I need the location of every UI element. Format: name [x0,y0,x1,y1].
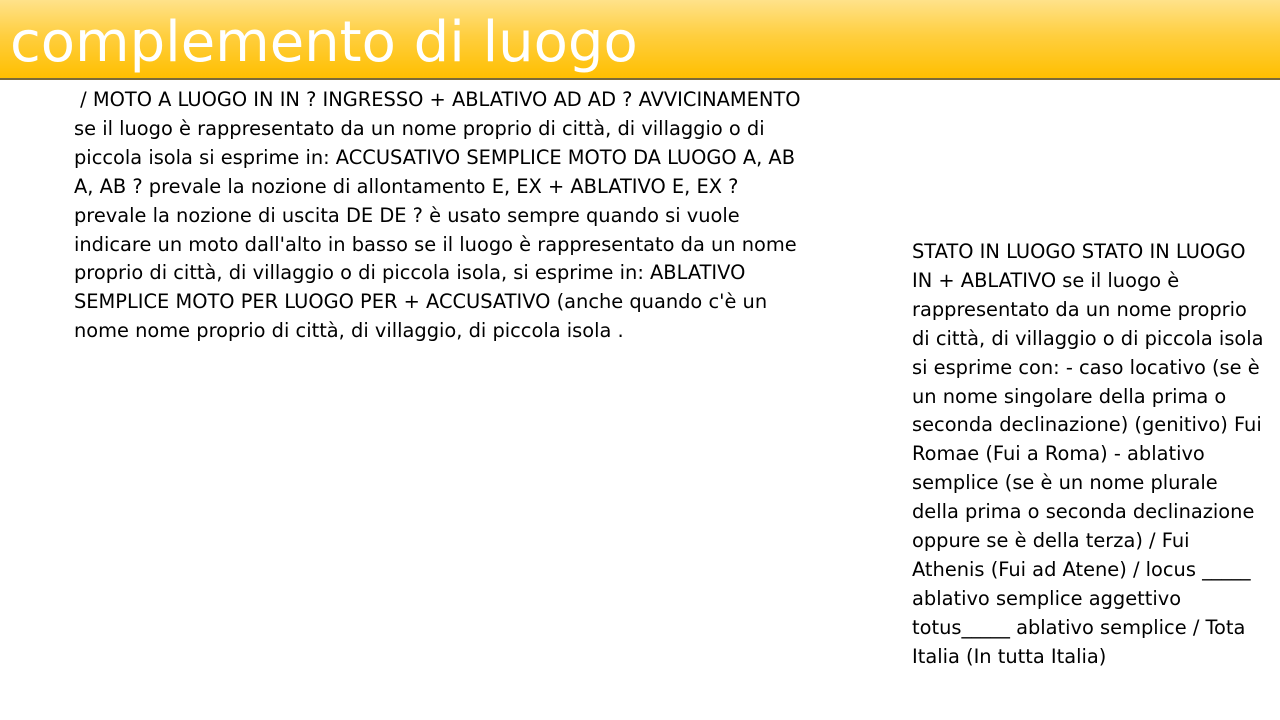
title-bar [0,0,1280,80]
right-text-box [912,238,1268,672]
left-paragraph: / MOTO A LUOGO IN IN ? INGRESSO + ABLATIVO AD AD ? AVVICINAMENTO se il luogo è rappresentato da un nome proprio di città, di villaggio o di piccola isola si esprime in: ACCUSATIVO SEMPLICE MOTO DA LUOGO A, AB A, AB ? prevale la nozione di allontamento E, EX + ABLATIVO E, EX ? prevale la nozione di uscita DE DE ? è usato sempre quando si vuole indicare un moto dall'alto in basso se il luogo è rappresentato da un nome proprio di città, di villaggio o di piccola isola, si esprime in: ABLATIVO SEMPLICE MOTO PER LUOGO PER + ACCUSATIVO (anche quando c'è un nome nome proprio di città, di villaggio, di piccola isola . [74,88,807,343]
slide-title: complemento di luogo [10,10,638,75]
right-paragraph: STATO IN LUOGO STATO IN LUOGO IN + ABLATIVO se il luogo è rappresentato da un nome proprio di città, di villaggio o di piccola isola si esprime con: - caso locativo (se è un nome singolare della prima o seconda declinazione) (genitivo) Fui Romae (Fui a Roma) - ablativo semplice (se è un nome plurale della prima o seconda declinazione oppure se è della terza) / Fui Athenis (Fui ad Atene) / locus _____ ablativo semplice aggettivo totus_____ ablativo semplice / Tota Italia (In tutta Italia) [912,240,1264,668]
left-text-box [74,86,807,346]
